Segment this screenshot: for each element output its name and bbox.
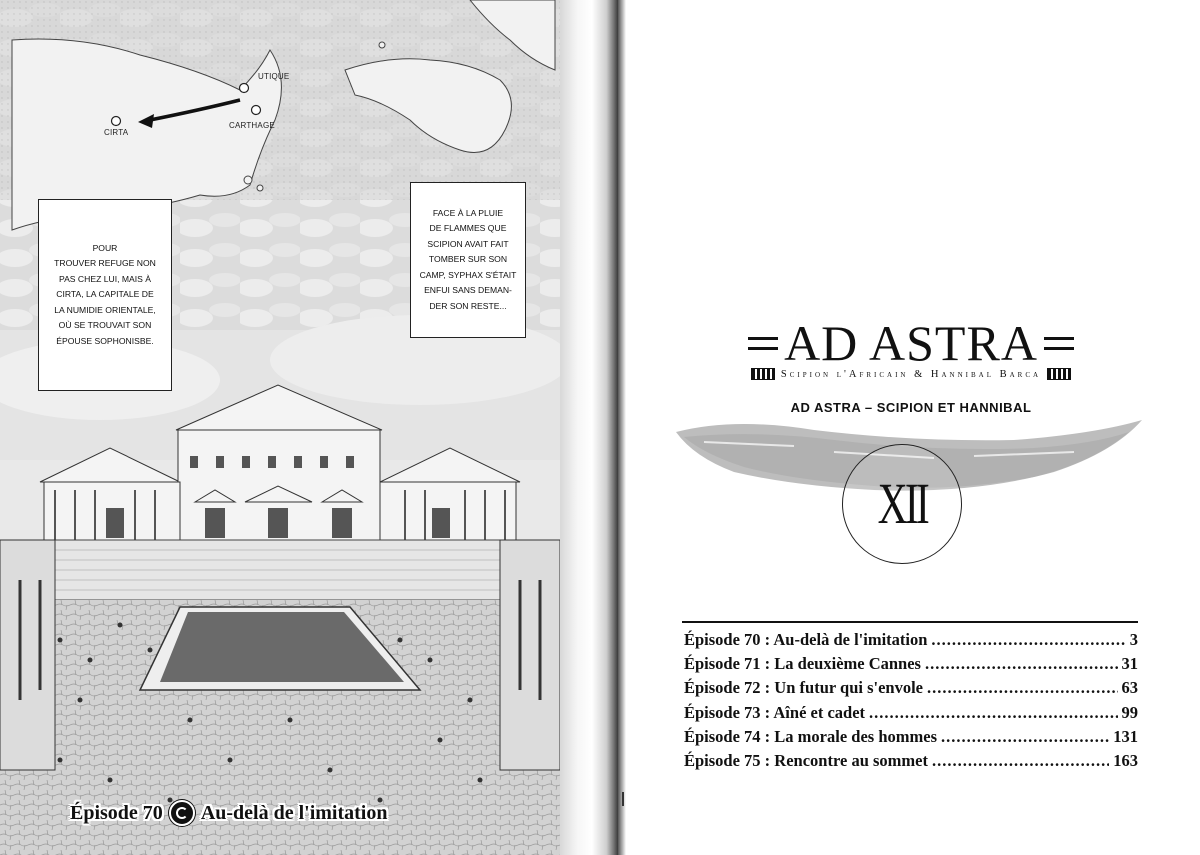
manga-illustration xyxy=(0,0,560,855)
left-manga-page xyxy=(0,0,560,855)
series-title: AD ASTRA – SCIPION ET HANNIBAL xyxy=(790,400,1032,415)
episode-title: Au-delà de l'imitation xyxy=(200,801,388,824)
toc-entry xyxy=(684,630,1138,654)
toc-leader-dots xyxy=(925,654,1118,674)
greek-key-ornament-icon xyxy=(751,368,775,380)
toc-leader-dots xyxy=(932,751,1109,771)
toc-leader-dots xyxy=(941,727,1109,747)
caption-line: CIRTA, LA CAPITALE DE xyxy=(56,289,154,300)
episode-number: Épisode 70 xyxy=(70,801,163,824)
series-logo xyxy=(736,315,1086,380)
caption-box-left xyxy=(38,199,172,391)
logo-bar-left xyxy=(748,337,778,350)
caption-line: SCIPION AVAIT FAIT xyxy=(427,238,509,249)
caption-line: DER SON RESTE... xyxy=(429,300,507,311)
toc-entry-page: 31 xyxy=(1121,654,1138,674)
toc-entry-page: 3 xyxy=(1129,630,1138,649)
page-edge-shadow xyxy=(618,0,626,855)
toc-entry-label: Épisode 71 : La deuxième Cannes xyxy=(684,654,921,674)
caption-line: ÉPOUSE SOPHONISBE. xyxy=(56,335,154,346)
toc-entry-page: 99 xyxy=(1121,702,1138,722)
toc-entry-label: Épisode 74 : La morale des hommes xyxy=(684,726,937,746)
caption-line: DE FLAMMES QUE xyxy=(429,223,507,234)
volume-number: XII xyxy=(877,471,927,536)
toc-divider xyxy=(682,621,1138,623)
logo-bar-right xyxy=(1044,337,1074,350)
toc-entry xyxy=(684,727,1138,751)
toc-entry-label: Épisode 73 : Aîné et cadet xyxy=(684,702,866,722)
toc-entry-label: Épisode 75 : Rencontre au sommet xyxy=(684,750,928,770)
toc-entry-page: 131 xyxy=(1113,726,1138,746)
toc-entry xyxy=(684,703,1138,727)
greek-key-ornament-icon xyxy=(1047,368,1071,380)
episode-emblem-icon xyxy=(169,800,195,826)
caption-box-right xyxy=(410,182,526,338)
toc-entry xyxy=(684,751,1138,775)
caption-line: ENFUI SANS DEMAN- xyxy=(424,285,512,296)
table-of-contents xyxy=(684,630,1138,775)
toc-leader-dots xyxy=(869,703,1117,723)
volume-circle xyxy=(842,444,962,564)
page-mark xyxy=(622,792,624,806)
book-gutter xyxy=(560,0,618,855)
caption-line: LA NUMIDIE ORIENTALE, xyxy=(54,304,156,315)
logo-title: AD ASTRA xyxy=(784,315,1038,371)
toc-entry-page: 163 xyxy=(1113,750,1138,770)
caption-line: TOMBER SUR SON xyxy=(428,254,508,265)
logo-subtitle: Scipion l'Africain & Hannibal Barca xyxy=(780,368,1042,380)
toc-entry-page: 63 xyxy=(1121,678,1138,698)
map-label-carthage: CARTHAGE xyxy=(229,121,275,130)
caption-line: OÙ SE TROUVAIT SON xyxy=(58,320,152,331)
toc-entry xyxy=(684,654,1138,678)
toc-leader-dots xyxy=(931,630,1125,650)
caption-line: PAS CHEZ LUI, MAIS À xyxy=(58,273,151,284)
toc-entry xyxy=(684,678,1138,702)
map-label-utique: UTIQUE xyxy=(258,72,290,81)
toc-entry-label: Épisode 70 : Au-delà de l'imitation xyxy=(684,630,928,649)
caption-line: TROUVER REFUGE NON xyxy=(54,258,156,269)
caption-line: CAMP, SYPHAX S'ÉTAIT xyxy=(419,269,517,280)
caption-line: FACE À LA PLUIE xyxy=(432,207,504,218)
toc-entry-label: Épisode 72 : Un futur qui s'envole xyxy=(684,678,923,698)
map-label-cirta: CIRTA xyxy=(104,128,129,137)
toc-leader-dots xyxy=(927,678,1118,698)
caption-line: POUR xyxy=(92,242,118,253)
right-title-page xyxy=(618,0,1200,855)
episode-banner xyxy=(70,798,387,828)
